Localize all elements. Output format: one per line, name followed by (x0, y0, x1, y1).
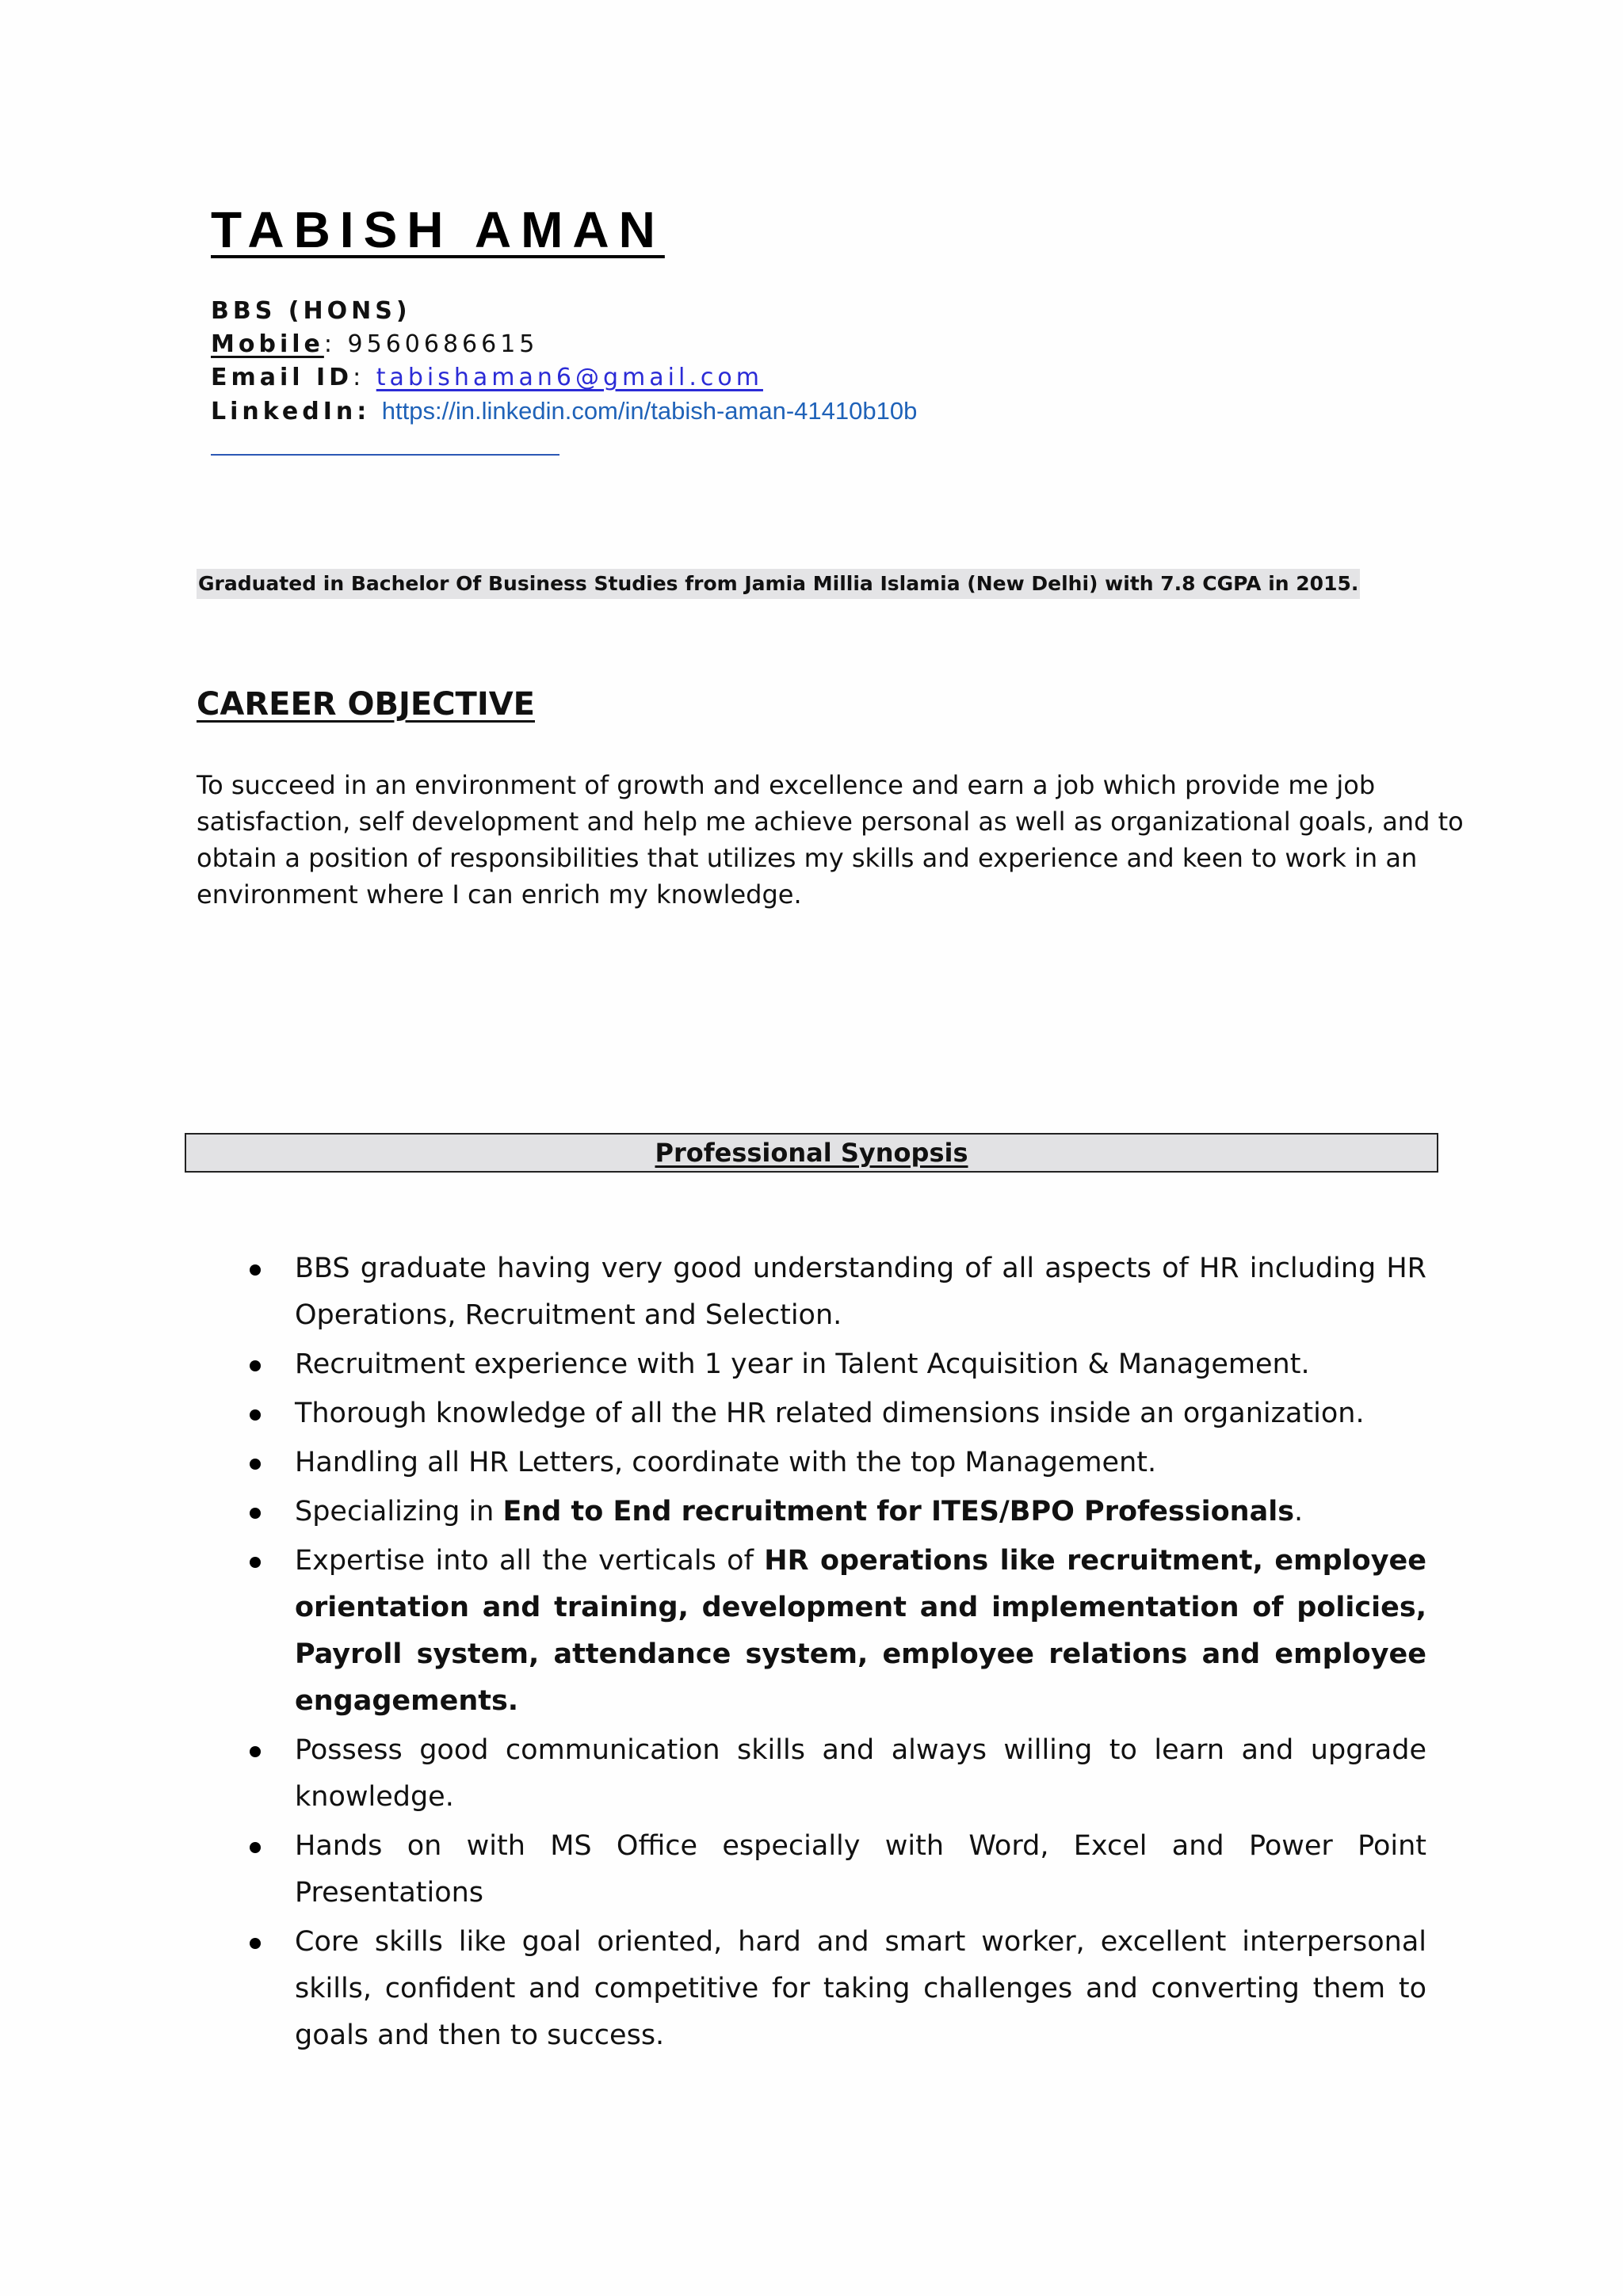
email-separator: : (353, 364, 376, 391)
point-text: Possess good communication skills and always willing to learn and upgrade knowledge. (295, 1734, 1426, 1813)
list-item (238, 1489, 1426, 1535)
point-text: Hands on with MS Office especially with Word, Excel and Power Point Presentations (295, 1830, 1426, 1909)
mobile-label: Mobile (211, 330, 324, 358)
point-text: Core skills like goal oriented, hard and smart worker, excellent interpersonal skills, confident and competitive for taking challenges and converting them to goals and then to success. (295, 1926, 1426, 2051)
point-text-post: . (1294, 1496, 1304, 1527)
bullet-icon (250, 1360, 261, 1371)
degree: BBS (HONS) (211, 297, 411, 325)
contact-block (211, 295, 917, 429)
degree-row (211, 295, 917, 328)
mobile-row (211, 328, 917, 361)
bullet-icon (250, 1459, 261, 1470)
bullet-icon (250, 1938, 261, 1949)
email-label: Email ID (211, 364, 353, 391)
point-text-bold: End to End recruitment for ITES/BPO Professionals (502, 1496, 1295, 1527)
point-text: Recruitment experience with 1 year in Talent Acquisition & Management. (295, 1348, 1310, 1380)
professional-synopsis-header (185, 1133, 1438, 1173)
point-text-bold: HR operations like recruitment, employee orientation and training, development and implementation of policies, Payroll system, attendance system, employee relations and employee engagements. (295, 1545, 1426, 1717)
email-link[interactable]: tabishaman6@gmail.com (376, 364, 763, 391)
professional-synopsis-title: Professional Synopsis (655, 1138, 968, 1168)
bullet-icon (250, 1746, 261, 1757)
bullet-icon (250, 1557, 261, 1568)
bullet-icon (250, 1508, 261, 1519)
email-row (211, 361, 917, 395)
linkedin-row (211, 395, 917, 429)
list-item (238, 1440, 1426, 1486)
career-objective-heading: CAREER OBJECTIVE (197, 686, 535, 723)
linkedin-label: LinkedIn: (211, 398, 371, 425)
point-text: Handling all HR Letters, coordinate with the top Management. (295, 1447, 1157, 1478)
list-item (238, 1390, 1426, 1437)
linkedin-link[interactable]: https://in.linkedin.com/in/tabish-aman-41410b10b (381, 397, 918, 425)
list-item (238, 1341, 1426, 1388)
bullet-icon (250, 1842, 261, 1853)
mobile-separator: : (323, 330, 348, 358)
career-objective-text: To succeed in an environment of growth and excellence and earn a job which provide me job satisfaction, self development and help me achieve personal as well as organizational goals, and to obtain a position of responsibilities that utilizes my skills and experience and keen to work in an environment where I can enrich my knowledge. (197, 770, 1464, 910)
point-text: Thorough knowledge of all the HR related dimensions inside an organization. (295, 1398, 1365, 1429)
link-underline-rule (211, 454, 559, 456)
point-text-pre: Specializing in (295, 1496, 503, 1527)
point-text: BBS graduate having very good understanding of all aspects of HR including HR Operations, Recruitment and Selection. (295, 1253, 1426, 1331)
list-item (238, 1727, 1426, 1821)
mobile-value: 9560686615 (347, 330, 539, 358)
graduation-highlight: Graduated in Bachelor Of Business Studies from Jamia Millia Islamia (New Delhi) with 7.8 CGPA in 2015. (197, 569, 1360, 599)
list-item (238, 1538, 1426, 1725)
list-item (238, 1919, 1426, 2059)
synopsis-list (238, 1245, 1426, 2061)
point-text-pre: Expertise into all the verticals of (295, 1545, 765, 1577)
bullet-icon (250, 1264, 261, 1276)
candidate-name: TABISH AMAN (211, 201, 665, 258)
bullet-icon (250, 1409, 261, 1421)
list-item (238, 1823, 1426, 1917)
list-item (238, 1245, 1426, 1339)
